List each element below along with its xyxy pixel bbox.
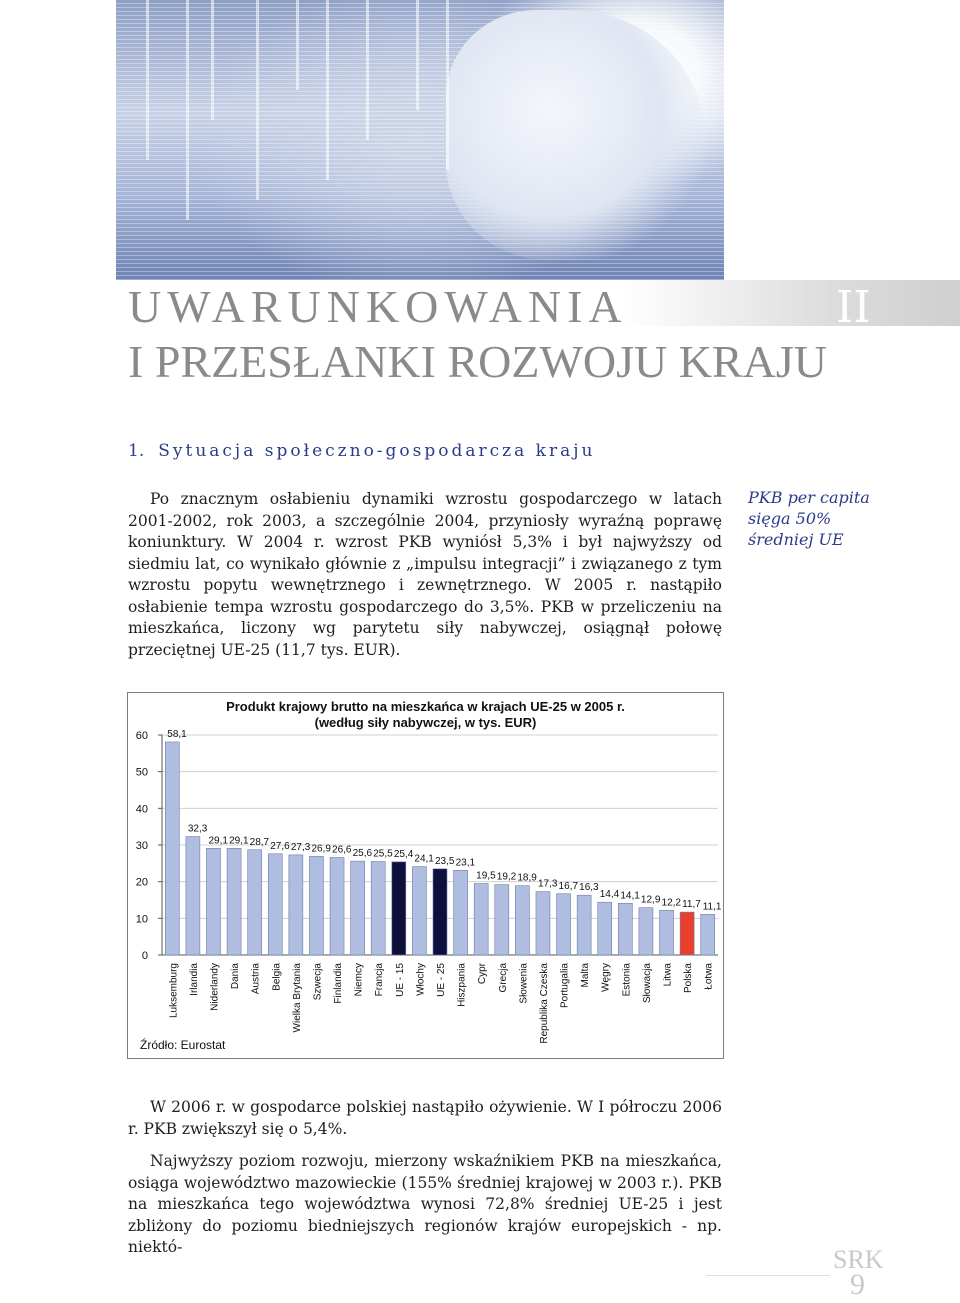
header-photo: [116, 0, 724, 280]
chart-bar: [206, 848, 220, 955]
category-label: Słowenia: [518, 963, 530, 1004]
chart-bar: [248, 850, 262, 955]
category-label: Litwa: [662, 963, 674, 987]
bar-value-label: 25,6: [352, 848, 373, 860]
y-tick-label: 30: [135, 840, 148, 852]
chart-bar: [680, 912, 694, 955]
bar-value-label: 27,6: [270, 840, 290, 852]
bar-value-label: 12,9: [640, 894, 661, 906]
paragraph-2: W 2006 r. w gospodarce polskiej nastąpiło ożywienie. W I półroczu 2006 r. PKB zwiększył się o 5,4%.: [128, 1098, 722, 1138]
bar-value-label: 26,9: [311, 843, 331, 855]
chart-bar: [268, 854, 282, 955]
bar-value-label: 58,1: [167, 728, 187, 740]
category-label: Węgry: [600, 963, 612, 992]
category-label: Wielka Brytania: [291, 963, 303, 1033]
category-label: Luksemburg: [168, 963, 180, 1019]
category-label: UE - 15: [394, 963, 406, 997]
chart-bar: [186, 837, 200, 955]
chart-bar: [577, 895, 591, 955]
bar-value-label: 28,7: [249, 836, 270, 848]
margin-note: [748, 487, 928, 550]
chart-bar: [454, 870, 468, 955]
category-label: Austria: [250, 963, 262, 995]
chart-bar: [412, 867, 426, 955]
bar-value-label: 29,1: [208, 835, 228, 847]
category-label: Słowacja: [641, 963, 653, 1004]
bar-value-label: 27,3: [290, 841, 311, 853]
paragraph-1: Po znacznym osłabieniu dynamiki wzrostu gospodarczego w latach 2001-2002, rok 2003, a szczególnie 2004, przyniosły wyraźną poprawę koniunktury. W 2004 r. wzrost PKB wyniósł 5,3% i był najwyższy od siedmiu lat, co wynikało głównie z „impulsu integracji” i związanego z tym wzrostu popytu wewnętrznego i zewnętrznego. W 2005 r. nastąpiło osłabienie tempa wzrostu gospodarczego do 3,5%. PKB w przeliczeniu na mieszkańca, liczony wg parytetu siły nabywczej, osiągnął połowę przeciętnej UE-25 (11,7 tys. EUR).: [128, 490, 722, 659]
bar-value-label: 12,2: [661, 897, 681, 909]
category-label: Malta: [580, 963, 592, 988]
category-label: Cypr: [477, 963, 489, 985]
bar-value-label: 23,5: [435, 855, 455, 867]
section-number: 1.: [128, 441, 145, 461]
y-tick-label: 60: [135, 730, 148, 742]
y-tick-label: 40: [135, 803, 148, 816]
gdp-chart: [127, 692, 724, 1059]
chart-bar: [660, 910, 674, 955]
footer-rule: [706, 1275, 830, 1276]
margin-note-line2: sięga 50%: [748, 509, 832, 528]
category-label: Włochy: [415, 963, 427, 996]
chart-source: Źródło: Eurostat: [140, 1038, 226, 1052]
y-tick-label: 0: [141, 950, 148, 962]
chart-bar: [330, 857, 344, 955]
header-photo-streak: [446, 0, 449, 170]
chart-bar: [227, 848, 241, 955]
category-label: Francja: [374, 963, 386, 997]
category-label: Republika Czeska: [538, 963, 550, 1044]
category-label: Portugalia: [559, 963, 571, 1009]
bar-value-label: 18,9: [517, 872, 537, 884]
category-label: Łotwa: [703, 963, 715, 990]
margin-note-line3: średniej UE: [748, 530, 844, 549]
header-photo-streak: [326, 0, 329, 180]
header-photo-streak: [211, 0, 214, 120]
category-label: UE - 25: [436, 963, 447, 997]
chart-bar: [289, 855, 303, 955]
bar-value-label: 19,2: [496, 871, 517, 883]
category-label: Irlandia: [188, 963, 200, 996]
category-label: Szwecja: [312, 963, 324, 1001]
chart-bar: [371, 862, 385, 956]
bar-value-label: 14,4: [599, 889, 620, 901]
header-photo-streak: [296, 0, 299, 90]
chart-title-line2: (według siły nabywczej, w tys. EUR): [314, 715, 537, 730]
chart-bar: [165, 742, 179, 955]
category-label: Dania: [230, 963, 242, 990]
bar-value-label: 24,1: [414, 853, 434, 865]
header-photo-face: [446, 10, 706, 260]
header-photo-streak: [256, 0, 259, 200]
chart-canvas: [128, 693, 723, 1058]
bar-value-label: 14,1: [620, 890, 640, 902]
category-label: Estonia: [621, 963, 633, 997]
chart-bar: [309, 856, 323, 955]
chart-bar: [598, 902, 612, 955]
page-number: 9: [850, 1268, 865, 1301]
header-photo-streak: [146, 0, 149, 160]
chart-bar: [433, 869, 447, 955]
chart-bar: [618, 903, 632, 955]
footer-journal: SRK: [833, 1245, 884, 1274]
bar-value-label: 17,3: [537, 878, 558, 890]
chart-bar: [495, 885, 509, 955]
chart-bar: [392, 862, 406, 955]
section-heading: [128, 441, 595, 461]
bar-value-label: 11,7: [682, 899, 701, 911]
margin-note-line1: PKB per capita: [748, 488, 870, 507]
category-label: Polska: [683, 963, 695, 994]
chart-bar: [515, 886, 529, 955]
category-label: Finlandia: [333, 963, 345, 1004]
category-label: Niemcy: [353, 963, 365, 997]
chart-bar: [557, 894, 571, 955]
bar-value-label: 25,4: [393, 848, 414, 860]
chapter-title-line2: I PRZESŁANKI ROZWOJU KRAJU: [128, 336, 827, 387]
y-tick-label: 20: [135, 876, 148, 889]
category-label: Niderlandy: [209, 963, 221, 1011]
category-label: Hiszpania: [456, 963, 468, 1007]
chart-bar: [701, 914, 715, 955]
y-tick-label: 50: [135, 766, 148, 779]
chart-bar: [351, 861, 365, 955]
paragraph-3: Najwyższy poziom rozwoju, mierzony wskaźnikiem PKB na mieszkańca, osiąga województwo mazowieckie (155% średniej krajowej w 2003 r.). PKB na mieszkańca tego województwa wynosi 72,8% średniej UE-25 i jest zbliżony do poziomu biedniejszych regionów krajów europejskich - np. niektó-: [128, 1152, 722, 1256]
chart-bar: [639, 908, 653, 955]
bar-value-label: 16,3: [579, 882, 599, 894]
bar-value-label: 23,1: [455, 857, 476, 869]
chart-title-line1: Produkt krajowy brutto na mieszkańca w krajach UE-25 w 2005 r.: [226, 699, 625, 714]
section-title: Sytuacja społeczno-gospodarcza kraju: [158, 441, 596, 461]
y-tick-label: 10: [135, 913, 148, 926]
header-photo-streak: [416, 0, 419, 110]
chart-bar: [474, 884, 488, 956]
chapter-number: II: [836, 282, 871, 333]
header-photo-streak: [186, 0, 189, 220]
bar-value-label: 25,5: [373, 848, 393, 860]
category-label: Grecja: [497, 963, 509, 993]
bar-value-label: 11,1: [702, 901, 722, 913]
bar-value-label: 16,7: [558, 880, 579, 892]
category-label: Belgia: [271, 963, 283, 991]
bar-value-label: 29,1: [229, 835, 249, 847]
header-photo-streak: [366, 0, 369, 140]
bar-value-label: 32,3: [187, 823, 208, 835]
chapter-title-line1: UWARUNKOWANIA: [128, 281, 628, 332]
bar-value-label: 26,6: [332, 844, 352, 856]
chart-bar: [536, 892, 550, 955]
bar-value-label: 19,5: [476, 870, 496, 882]
